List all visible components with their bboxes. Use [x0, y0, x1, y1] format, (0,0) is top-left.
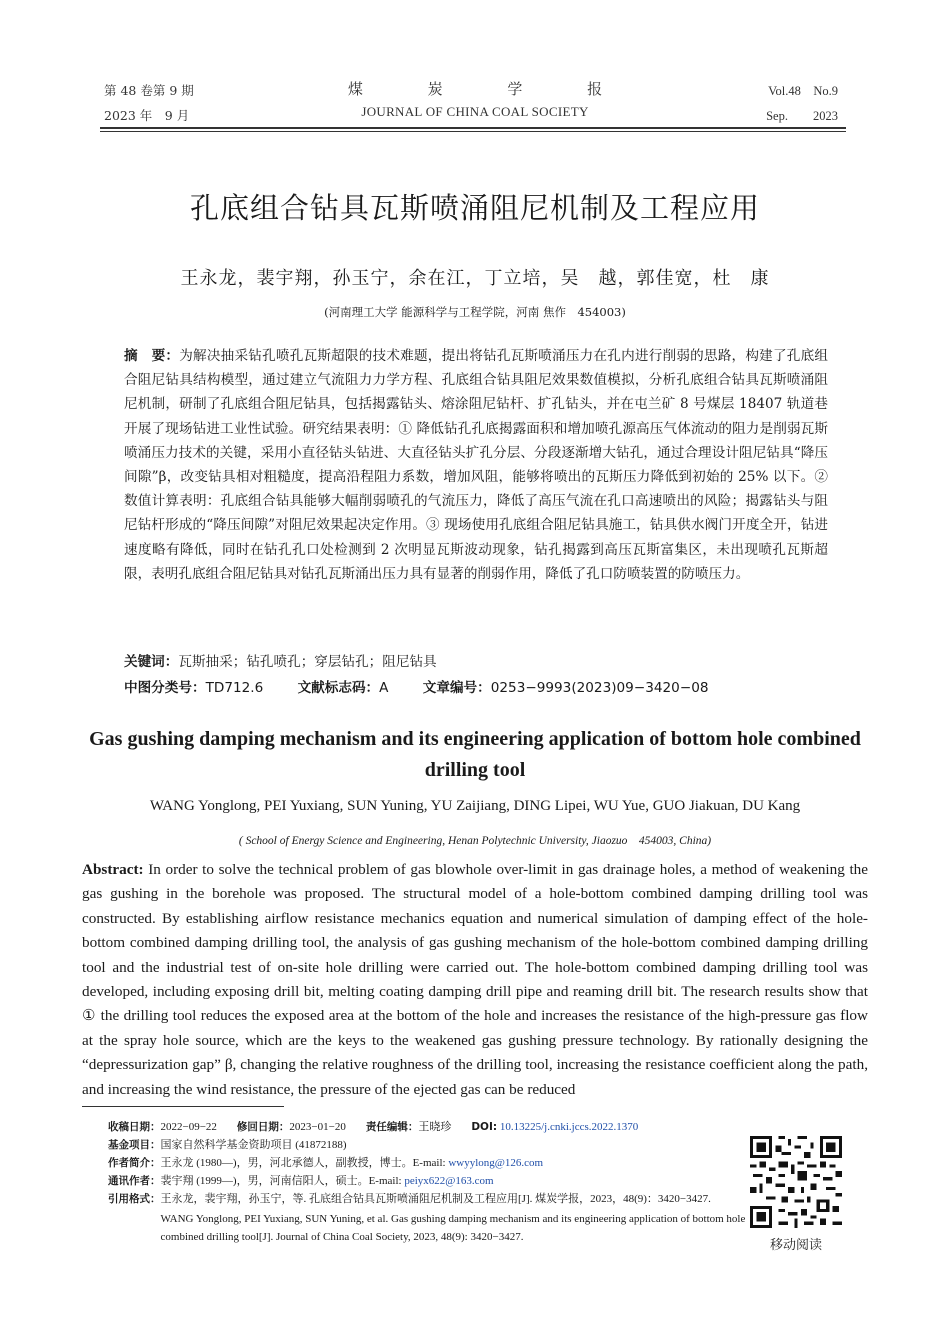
clc-label: 中图分类号：: [124, 680, 206, 696]
author-email-link[interactable]: wwyylong@126.com: [448, 1157, 544, 1169]
editor-name: 王晓珍: [418, 1121, 452, 1133]
editor-label: 责任编辑：: [365, 1121, 419, 1133]
affiliation-en: ( School of Energy Science and Engineering, Henan Polytechnic University, Jiaozuo 454003, China): [238, 835, 712, 847]
volume-issue-cn: 第 48 卷第 9 期: [104, 83, 194, 98]
classification-line: [124, 676, 709, 696]
footnote-rule: [82, 1106, 284, 1107]
article-no-label: 文章编号：: [422, 680, 491, 696]
abstract-en: [82, 858, 868, 1102]
doc-code-label: 文献标志码：: [297, 680, 380, 696]
corresponding-email-link[interactable]: peiyx622@163.com: [404, 1175, 494, 1187]
abstract-en-label: Abstract:: [82, 861, 144, 878]
corresponding-label: 通讯作者：: [108, 1175, 161, 1187]
keywords-cn-text: 瓦斯抽采；钻孔喷孔；穿层钻孔；阻尼钻具: [178, 654, 437, 670]
revised-label: 修回日期：: [236, 1121, 290, 1133]
author-bio-line: [108, 1154, 748, 1172]
abstract-cn-label: 摘 要：: [124, 348, 180, 364]
clc-value: TD712.6: [205, 680, 264, 696]
revised-date: 2023−01−20: [289, 1121, 346, 1133]
affiliation-cn: (河南理工大学 能源科学与工程学院，河南 焦作 454003): [324, 305, 626, 319]
corresponding-text: 裴宇翔 (1999—)，男，河南信阳人，硕士。E-mail:: [160, 1175, 402, 1187]
citation-en: WANG Yonglong, PEI Yuxiang, SUN Yuning, et al. Gas gushing damping mechanism and its engineering application of bottom hole combined drilling tool[J]. Journal of China Coal Society, 2023, 48(9): 3420−3427.: [160, 1213, 746, 1243]
doi-link[interactable]: 10.13225/j.cnki.jccs.2022.1370: [499, 1121, 639, 1133]
dates-line: [108, 1118, 748, 1136]
qr-code-icon[interactable]: [750, 1136, 842, 1228]
author-bio-label: 作者简介：: [108, 1157, 161, 1169]
volume-issue-en: Vol.48 No.9: [768, 84, 838, 98]
header-rule-thin: [100, 131, 846, 132]
corresponding-line: [108, 1172, 748, 1190]
abstract-cn-text: 为解决抽采钻孔喷孔瓦斯超限的技术难题，提出将钻孔瓦斯喷涌压力在孔内进行削弱的思路，构建了孔底组合阻尼钻具结构模型，通过建立气流阻力力学方程、孔底组合钻具阻尼效果数值模拟，分析孔底组合钻具瓦斯喷涌阻尼机制，研制了孔底组合阻尼钻具，包括揭露钻头、熔涂阻尼钻杆、扩孔钻头，并在屯兰矿 8 号煤层 18407 轨道巷开展了现场钻进工业性试验。研究结果表明：① 降低钻孔孔底揭露面积和增加喷孔源高压气体流动的阻力是削弱瓦斯喷涌压力技术的关键，采用小直径钻头钻进、大直径钻头扩孔分层、分段逐渐增大钻孔，通过合理设计阻尼钻具“降压间隙”β，改变钻具相对粗糙度，提高沿程阻力系数，增加风阻，能够将喷出的瓦斯压力降低到初始的 25% 以下。② 数值计算表明：孔底组合钻具能够大幅削弱喷孔的气流压力，降低了高压气流在孔口高速喷出的风险；揭露钻头与阻尼钻杆形成的“降压间隙”对阻尼效果起决定作用。③ 现场使用孔底组合阻尼钻具施工，钻具供水阀门开度全开，钻进速度略有降低，同时在钻孔孔口处检测到 2 次明显瓦斯波动现象，钻孔揭露到高压瓦斯富集区，未出现喷孔瓦斯超限，表明孔底组合阻尼钻具对钻孔瓦斯涌出压力具有显著的削弱作用，降低了孔口防喷装置的防喷压力。: [124, 348, 828, 582]
abstract-cn: [124, 344, 828, 586]
keywords-cn: [124, 650, 437, 670]
date-cn: 2023 年 9 月: [104, 108, 190, 123]
citation-block: [108, 1190, 748, 1246]
fund-label: 基金项目：: [108, 1139, 161, 1151]
paper-title-en: Gas gushing damping mechanism and its engineering application of bottom hole combined drilling tool: [89, 728, 861, 781]
author-bio-text: 王永龙 (1980—)，男，河北承德人，副教授，博士。E-mail:: [160, 1157, 446, 1169]
received-label: 收稿日期：: [108, 1121, 161, 1133]
journal-name-cn: 煤 炭 学 报: [347, 80, 633, 98]
article-no-value: 0253−9993(2023)09−3420−08: [490, 680, 709, 696]
date-en: Sep. 2023: [766, 109, 838, 123]
journal-name-en: JOURNAL OF CHINA COAL SOCIETY: [361, 104, 589, 119]
doc-code-value: A: [379, 680, 389, 696]
authors-cn: 王永龙，裴宇翔，孙玉宁，余在江，丁立培，吴 越，郭佳宽，杜 康: [180, 268, 770, 289]
header-rule: [100, 127, 846, 129]
footnotes: [108, 1118, 748, 1246]
fund-line: [108, 1136, 748, 1154]
abstract-en-text: In order to solve the technical problem of gas blowhole over-limit in gas drainage holes, a method of weakening the gas gushing in the borehole was proposed. The structural model of a hole-bottom combined damping drilling tool was constructed. By establishing airflow resistance mechanics equation and numerical simulation of damping effect of the hole-bottom combined damping drilling tool, the analysis of gas gushing mechanism of the hole-bottom combined damping drilling tool and the industrial test of on-site hole drilling were carried out. The hole-bottom combined damping drilling tool was developed, including exposing drill bit, melting coating damping drill pipe and reaming drill bit. The research results show that ① the drilling tool reduces the exposed area at the bottom of the hole and increases the resistance of the high-pressure gas flow at the spray hole source, which are the keys to the weakened gas gushing pressure technology. By rationally designing the “depressurization gap” β, changing the relative roughness of the drilling tool, increasing the resistance coefficient along the path, and increasing the wind resistance, the pressure of the ejected gas can be reduced: [82, 861, 868, 1098]
received-date: 2022−09−22: [160, 1121, 217, 1133]
qr-label: 移动阅读: [769, 1238, 822, 1253]
paper-title-cn: 孔底组合钻具瓦斯喷涌阻尼机制及工程应用: [189, 191, 760, 225]
fund-text: 国家自然科学基金资助项目 (41872188): [160, 1139, 347, 1151]
doi-label: DOI:: [471, 1121, 498, 1133]
keywords-cn-label: 关键词：: [124, 654, 179, 670]
citation-cn: 王永龙，裴宇翔，孙玉宁，等. 孔底组合钻具瓦斯喷涌阻尼机制及工程应用[J]. 煤炭学报，2023，48(9)：3420−3427.: [160, 1193, 711, 1205]
citation-label: 引用格式：: [108, 1193, 161, 1205]
authors-en: WANG Yonglong, PEI Yuxiang, SUN Yuning, YU Zaijiang, DING Lipei, WU Yue, GUO Jiakuan, DU Kang: [149, 798, 801, 814]
